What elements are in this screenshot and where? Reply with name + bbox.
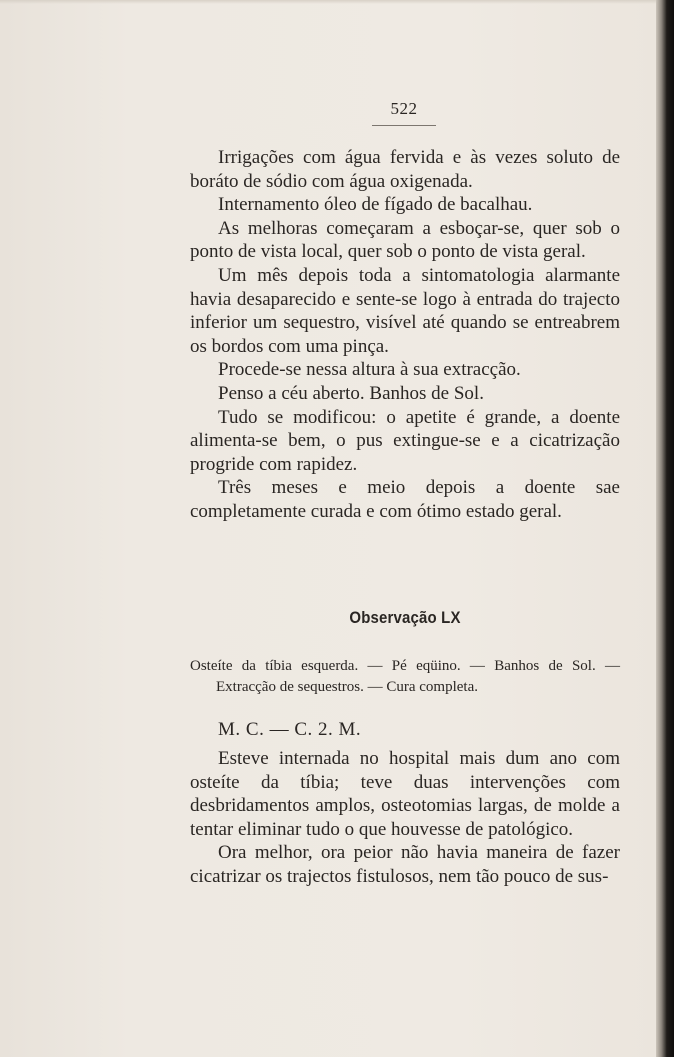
paragraph: Irrigações com água fervida e às vezes soluto de boráto de sódio com água oxigenada.	[190, 147, 620, 192]
paragraph: Ora melhor, ora peior não havia maneira de fazer cicatrizar os trajectos fistulosos, nem tão pouco de sus-	[190, 842, 620, 887]
page-number-rule	[372, 125, 436, 126]
paragraph: Tudo se modificou: o apetite é grande, a doente alimenta-se bem, o pus extingue-se e a cicatrização progride com rapidez.	[190, 406, 620, 475]
paragraph: Três meses e meio depois a doente sae completamente curada e com ótimo estado geral.	[190, 477, 620, 522]
case-identifier: M. C. — C. 2. M.	[218, 719, 362, 740]
observation-summary: Osteíte da tíbia esquerda. — Pé eqüino. — Banhos de Sol. — Extracção de sequestros. — Cura completa.	[190, 658, 620, 695]
paragraph: Penso a céu aberto. Banhos de Sol.	[218, 382, 484, 404]
book-binding-edge	[656, 0, 674, 1057]
text-block-bottom	[190, 747, 620, 889]
text-block-top	[190, 146, 620, 524]
observation-title: Observação LX	[349, 608, 461, 627]
paragraph: Esteve internada no hospital mais dum ano com osteíte da tíbia; teve duas intervenções com desbridamentos amplos, osteotomias largas, de molde a tentar eliminar tudo o que houvesse de patológico.	[190, 748, 620, 840]
paragraph: Procede-se nessa altura à sua extracção.	[218, 359, 521, 381]
page-top-shadow	[0, 0, 656, 4]
paragraph: Um mês depois toda a sintomatologia alarmante havia desaparecido e sente-se logo à entrada do trajecto inferior um sequestro, visível até quando se entreabrem os bordos com uma pinça.	[190, 264, 620, 357]
paragraph: As melhoras começaram a esboçar-se, quer sob o ponto de vista local, quer sob o ponto de vista geral.	[190, 217, 620, 263]
paragraph: Internamento óleo de fígado de bacalhau.	[218, 194, 533, 216]
page-number: 522	[390, 99, 418, 118]
